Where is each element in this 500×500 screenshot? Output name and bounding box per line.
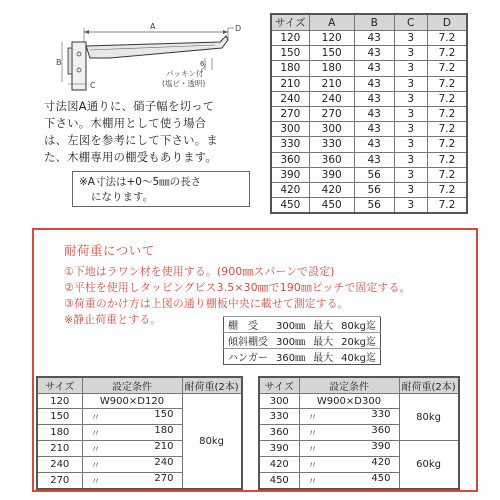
condition-cell bbox=[82, 425, 182, 441]
condition bbox=[85, 425, 180, 440]
condition-cell bbox=[299, 473, 399, 490]
instruction-line: は、左図を参考にして下さい。ま bbox=[44, 134, 218, 147]
table-cell: 43 bbox=[354, 31, 394, 46]
table-row bbox=[259, 441, 459, 457]
table-cell: 3 bbox=[394, 122, 427, 137]
load-title: 耐荷重について bbox=[64, 243, 155, 258]
ditto-mark: 〃 bbox=[90, 429, 101, 441]
size-cell: 360 bbox=[259, 425, 299, 441]
header-condition: 設定条件 bbox=[82, 377, 182, 394]
table-cell: 330 bbox=[309, 137, 354, 152]
header-d: D bbox=[427, 14, 467, 31]
table-cell: 120 bbox=[309, 31, 354, 46]
size-cell: 150 bbox=[37, 409, 82, 425]
table-row bbox=[224, 317, 381, 333]
table-cell: 330 bbox=[271, 137, 309, 152]
dim-b-label: B bbox=[56, 58, 62, 67]
table-cell: 360 bbox=[309, 152, 354, 167]
table-cell: 300 bbox=[309, 122, 354, 137]
table-cell: 7.2 bbox=[427, 198, 467, 213]
table-cell: 420 bbox=[309, 182, 354, 197]
table-cell: 最大 bbox=[309, 317, 337, 333]
condition-cell bbox=[82, 409, 182, 425]
bracket-diagram bbox=[50, 18, 260, 98]
condition-value: 180 bbox=[154, 425, 174, 437]
table-cell: 360㎜ bbox=[272, 349, 309, 365]
dimension-note bbox=[72, 171, 250, 207]
table-cell: 7.2 bbox=[427, 76, 467, 91]
table-row bbox=[271, 152, 467, 167]
load-note: ②平柱を使用しタッピングビス3.5×30㎜で190㎜ピッチで固定する。 bbox=[64, 281, 411, 294]
table-cell: 300㎜ bbox=[272, 317, 309, 333]
size-cell: 330 bbox=[259, 409, 299, 425]
condition-value: 210 bbox=[154, 441, 174, 453]
table-cell: 43 bbox=[354, 152, 394, 167]
table-cell: 390 bbox=[271, 167, 309, 182]
condition-cell bbox=[299, 409, 399, 425]
table-cell: 420 bbox=[271, 182, 309, 197]
table-row bbox=[37, 394, 242, 409]
table-cell: 7.2 bbox=[427, 167, 467, 182]
table-cell: 300㎜ bbox=[272, 333, 309, 349]
size-cell: 240 bbox=[37, 457, 82, 473]
table-cell: 43 bbox=[354, 106, 394, 121]
condition-value: 360 bbox=[371, 425, 391, 437]
table-cell: 43 bbox=[354, 46, 394, 61]
header-size: サイズ bbox=[259, 377, 299, 394]
table-cell: 450 bbox=[271, 198, 309, 213]
table-row bbox=[271, 61, 467, 76]
table-cell: 40kg迄 bbox=[337, 349, 380, 365]
table-row bbox=[271, 106, 467, 121]
size-cell: 120 bbox=[37, 394, 82, 409]
table-cell: 3 bbox=[394, 182, 427, 197]
table-cell: 43 bbox=[354, 91, 394, 106]
header-b: B bbox=[354, 14, 394, 31]
packing-sub-label: (塩ビ・透明) bbox=[162, 79, 206, 88]
header-condition: 設定条件 bbox=[299, 377, 399, 394]
condition bbox=[302, 409, 397, 424]
header-size: サイズ bbox=[271, 14, 309, 31]
table-cell: 3 bbox=[394, 46, 427, 61]
table-cell: 150 bbox=[271, 46, 309, 61]
condition bbox=[85, 457, 180, 472]
table-row bbox=[271, 198, 467, 213]
table-cell: 3 bbox=[394, 61, 427, 76]
load-cell: 80kg bbox=[399, 394, 459, 441]
table-cell: 180 bbox=[309, 61, 354, 76]
instruction-line: 下さい。木棚用として使う場合 bbox=[44, 117, 207, 130]
condition-value: 450 bbox=[371, 473, 391, 485]
table-cell: 390 bbox=[309, 167, 354, 182]
load-cell: 60kg bbox=[399, 441, 459, 490]
ditto-mark: 〃 bbox=[307, 477, 318, 489]
table-cell: 3 bbox=[394, 106, 427, 121]
note-line: ※A寸法は+0～5㎜の長さ bbox=[79, 176, 202, 188]
size-table-header bbox=[271, 14, 467, 31]
table-row bbox=[271, 91, 467, 106]
size-cell: 450 bbox=[259, 473, 299, 490]
table-row bbox=[271, 76, 467, 91]
table-cell: 210 bbox=[309, 76, 354, 91]
header-size: サイズ bbox=[37, 377, 82, 394]
table-row bbox=[259, 394, 459, 409]
table-row bbox=[271, 167, 467, 182]
header-load: 耐荷重(2本) bbox=[182, 377, 242, 394]
packing-label: パッキン付 bbox=[166, 69, 204, 78]
table-cell: 56 bbox=[354, 198, 394, 213]
table-cell: 3 bbox=[394, 76, 427, 91]
table-cell: 7.2 bbox=[427, 152, 467, 167]
table-cell: 棚 受 bbox=[224, 317, 273, 333]
table-cell: 120 bbox=[271, 31, 309, 46]
instruction-line: た、木棚専用の棚受もあります。 bbox=[44, 151, 218, 164]
load-table-left bbox=[36, 376, 243, 490]
condition-cell: W900×D300 bbox=[299, 394, 399, 409]
table-row bbox=[271, 137, 467, 152]
size-cell: 300 bbox=[259, 394, 299, 409]
instruction-line: 寸法図A通りに、硝子幅を切って bbox=[44, 100, 215, 113]
ditto-mark: 〃 bbox=[307, 461, 318, 473]
table-cell: 43 bbox=[354, 76, 394, 91]
table-cell: 240 bbox=[309, 91, 354, 106]
table-cell: 3 bbox=[394, 198, 427, 213]
table-cell: 150 bbox=[309, 46, 354, 61]
load-note: ①下地はラワン材を使用する。(900㎜スパーンで設定) bbox=[64, 265, 335, 278]
load-note: ③荷重のかけ方は上図の通り棚板中央に載せて測定する。 bbox=[64, 297, 349, 310]
instructions bbox=[44, 98, 266, 166]
size-cell: 390 bbox=[259, 441, 299, 457]
ditto-mark: 〃 bbox=[307, 445, 318, 457]
header-c: C bbox=[394, 14, 427, 31]
ditto-mark: 〃 bbox=[90, 413, 101, 425]
dim-c-label: C bbox=[90, 81, 96, 90]
table-cell: 270 bbox=[271, 106, 309, 121]
condition-value: 330 bbox=[371, 409, 391, 421]
table-row bbox=[271, 182, 467, 197]
table-cell: 240 bbox=[271, 91, 309, 106]
table-row bbox=[271, 122, 467, 137]
load-table-header bbox=[259, 377, 459, 394]
table-cell: 43 bbox=[354, 137, 394, 152]
dim-d-label: D bbox=[235, 24, 242, 33]
load-table-header bbox=[37, 377, 242, 394]
table-cell: 7.2 bbox=[427, 122, 467, 137]
table-cell: 56 bbox=[354, 182, 394, 197]
condition bbox=[85, 473, 180, 488]
table-cell: 最大 bbox=[309, 349, 337, 365]
load-capacity-section bbox=[32, 228, 478, 492]
condition-cell bbox=[299, 457, 399, 473]
condition-cell bbox=[299, 425, 399, 441]
table-cell: 7.2 bbox=[427, 182, 467, 197]
condition bbox=[302, 441, 397, 456]
table-cell: ハンガー bbox=[224, 349, 273, 365]
table-cell: 最大 bbox=[309, 333, 337, 349]
header-load: 耐荷重(2本) bbox=[399, 377, 459, 394]
size-cell: 210 bbox=[37, 441, 82, 457]
size-table bbox=[270, 13, 468, 214]
size-cell: 180 bbox=[37, 425, 82, 441]
bracket-drawing bbox=[50, 18, 260, 98]
condition-cell: W900×D120 bbox=[82, 394, 182, 409]
condition-cell bbox=[82, 473, 182, 490]
table-cell: 43 bbox=[354, 122, 394, 137]
condition-value: 420 bbox=[371, 457, 391, 469]
table-cell: 7.2 bbox=[427, 31, 467, 46]
condition bbox=[302, 457, 397, 472]
condition bbox=[302, 425, 397, 440]
table-cell: 7.2 bbox=[427, 106, 467, 121]
ditto-mark: 〃 bbox=[90, 477, 101, 489]
ditto-mark: 〃 bbox=[90, 461, 101, 473]
header-a: A bbox=[309, 14, 354, 31]
condition-value: 270 bbox=[154, 473, 174, 485]
condition-value: 150 bbox=[154, 409, 174, 421]
note-line: になります。 bbox=[91, 191, 154, 203]
table-cell: 3 bbox=[394, 137, 427, 152]
condition-value: 390 bbox=[371, 441, 391, 453]
table-cell: 180 bbox=[271, 61, 309, 76]
condition bbox=[85, 409, 180, 424]
table-cell: 傾斜棚受 bbox=[224, 333, 273, 349]
ditto-mark: 〃 bbox=[307, 413, 318, 425]
condition bbox=[302, 473, 397, 488]
table-cell: 56 bbox=[354, 167, 394, 182]
table-cell: 3 bbox=[394, 91, 427, 106]
load-note: ※静止荷重とする。 bbox=[64, 313, 162, 326]
dim-a-label: A bbox=[150, 22, 156, 31]
table-cell: 43 bbox=[354, 61, 394, 76]
table-row bbox=[271, 46, 467, 61]
table-row bbox=[271, 31, 467, 46]
condition-cell bbox=[299, 441, 399, 457]
table-cell: 450 bbox=[309, 198, 354, 213]
table-row bbox=[224, 349, 381, 365]
table-cell: 210 bbox=[271, 76, 309, 91]
table-cell: 3 bbox=[394, 152, 427, 167]
dim-6-label: 6 bbox=[200, 60, 205, 68]
max-load-table bbox=[223, 316, 381, 365]
table-cell: 80kg迄 bbox=[337, 317, 380, 333]
condition bbox=[85, 441, 180, 456]
table-cell: 360 bbox=[271, 152, 309, 167]
condition-value: 240 bbox=[154, 457, 174, 469]
load-cell: 80kg bbox=[182, 394, 242, 490]
condition-cell bbox=[82, 457, 182, 473]
table-cell: 20kg迄 bbox=[337, 333, 380, 349]
condition-cell bbox=[82, 441, 182, 457]
table-cell: 7.2 bbox=[427, 46, 467, 61]
ditto-mark: 〃 bbox=[90, 445, 101, 457]
ditto-mark: 〃 bbox=[307, 429, 318, 441]
table-cell: 7.2 bbox=[427, 137, 467, 152]
load-table-right bbox=[258, 376, 460, 490]
table-cell: 7.2 bbox=[427, 91, 467, 106]
table-cell: 270 bbox=[309, 106, 354, 121]
table-cell: 3 bbox=[394, 31, 427, 46]
table-row bbox=[224, 333, 381, 349]
table-cell: 300 bbox=[271, 122, 309, 137]
size-cell: 420 bbox=[259, 457, 299, 473]
table-cell: 3 bbox=[394, 167, 427, 182]
size-cell: 270 bbox=[37, 473, 82, 490]
table-cell: 7.2 bbox=[427, 61, 467, 76]
